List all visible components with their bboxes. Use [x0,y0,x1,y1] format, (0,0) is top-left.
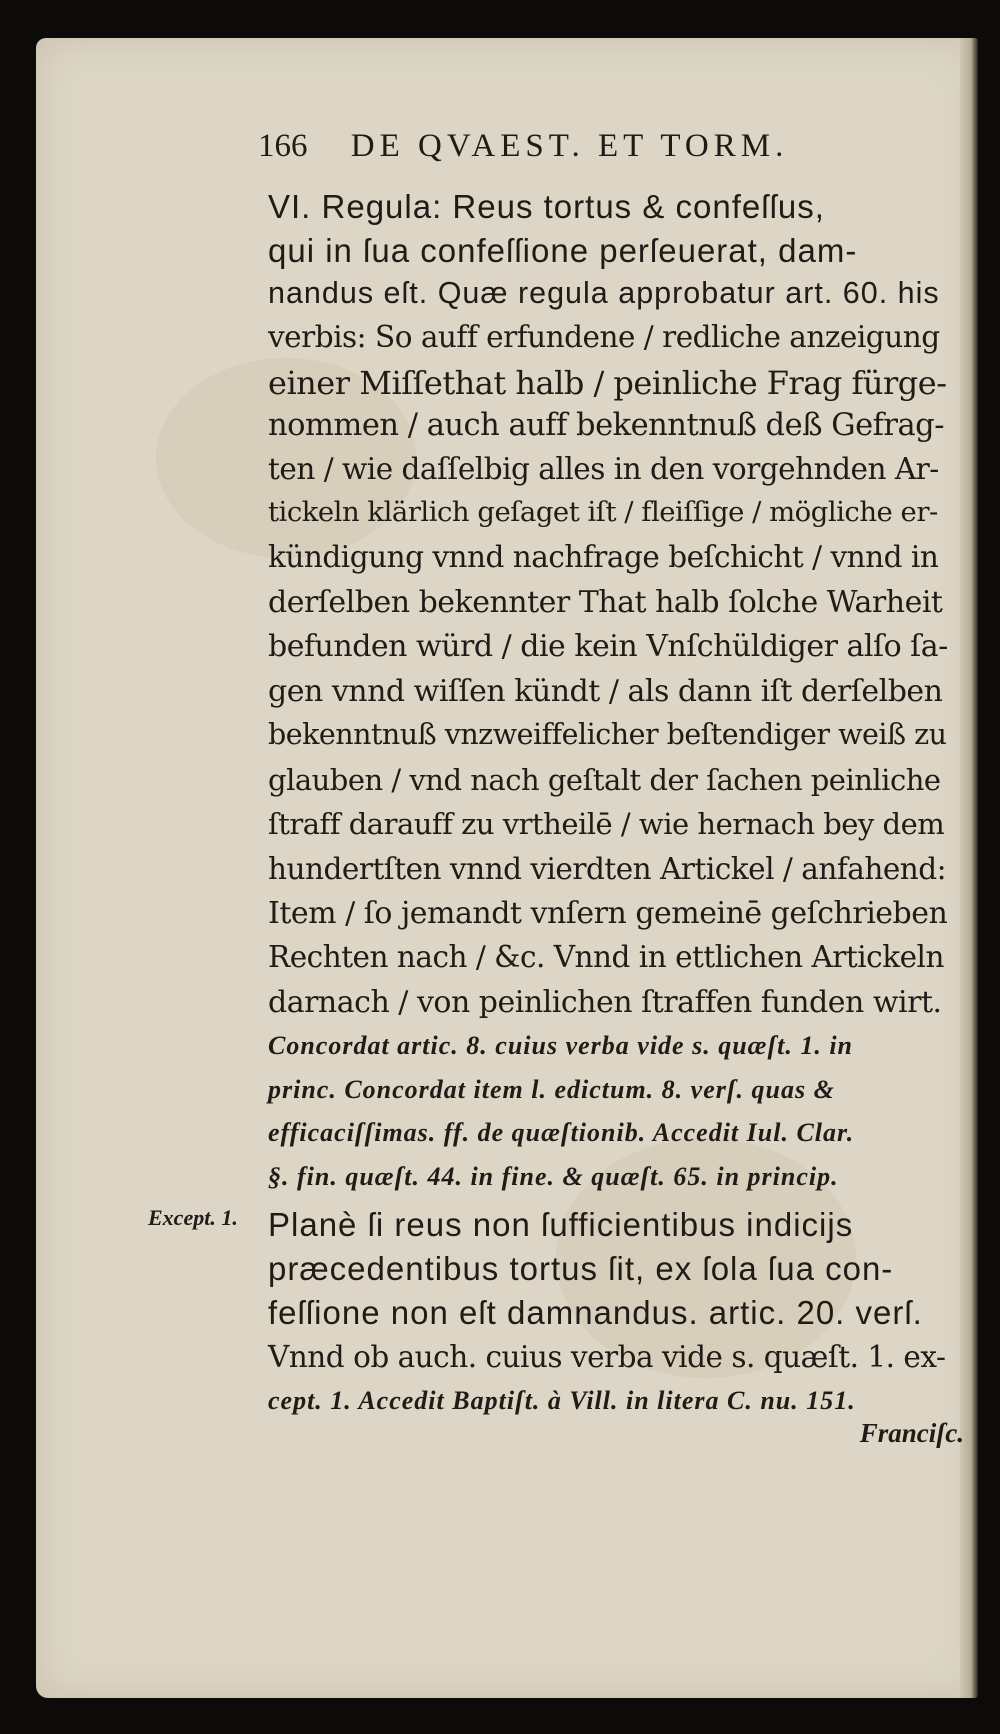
text-line: verbis: So auff erfundene / redliche anzeigung [268,320,940,354]
text-line: Rechten nach / &c. Vnnd in ettlichen Artickeln [268,940,944,974]
text-line: hundertſten vnnd vierdten Artickel / anfahend: [268,852,947,886]
text-line: ten / wie daſſelbig alles in den vorgehnden Ar- [268,452,939,486]
text-line: tickeln klärlich geſaget iſt / fleiſſige / mögliche er- [268,496,938,528]
text-line: bekenntnuß vnzweiffelicher beſtendiger weiß zu [268,718,947,751]
text-line: nommen / auch auff bekenntnuß deß Gefrag- [268,408,944,443]
text-line: qui in ſua confeſſione perſeuerat, dam- [268,232,858,269]
running-title: DE QVAEST. ET TORM. [350,128,789,164]
text-line: befunden würd / die kein Vnſchüldiger alſo ſa- [268,629,948,664]
text-line: Concordat artic. 8. cuius verba vide s. quæſt. 1. in [268,1031,854,1060]
catchword: Franciſc. [859,1418,964,1448]
marginal-note: Except. 1. [148,1205,238,1230]
running-head [258,128,958,168]
text-line: ſtraff darauff zu vrtheilē / wie hernach bey dem [268,807,945,841]
text-line: præcedentibus tortus ſit, ex ſola ſua con- [268,1250,894,1287]
text-line: Planè ſi reus non ſufficientibus indicijs [268,1206,854,1243]
text-line: feſſione non eſt damnandus. artic. 20. verſ. [268,1294,923,1331]
text-line: einer Miſſethat halb / peinliche Frag fürge- [268,364,947,402]
text-line: Vnnd ob auch. cuius verba vide s. quæſt. 1. ex- [268,1340,946,1374]
page-number: 166 [258,128,308,164]
text-line: efficaciſſimas. ff. de quæſtionib. Accedit Iul. Clar. [268,1118,855,1147]
text-line: kündigung vnnd nachfrage beſchicht / vnnd in [268,540,939,574]
text-line: §. fin. quæſt. 44. in fine. & quæſt. 65. in princip. [268,1162,839,1191]
page-edge [960,38,978,1698]
text-line: princ. Concordat item l. edictum. 8. verſ. quas & [268,1075,835,1104]
text-line: derſelben bekennter That halb ſolche Warheit [268,585,943,620]
text-line: VI. Regula: Reus tortus & confeſſus, [268,188,825,225]
text-line: nandus eſt. Quæ regula approbatur art. 60. his [268,276,940,310]
text-line: glauben / vnd nach geſtalt der ſachen peinliche [268,763,941,797]
text-line: gen vnnd wiſſen kündt / als dann iſt derſelben [268,674,943,709]
text-line: cept. 1. Accedit Baptiſt. à Vill. in litera C. nu. 151. [268,1386,856,1415]
text-line: Item / ſo jemandt vnſern gemeinē geſchrieben [268,896,948,931]
text-line: darnach / von peinlichen ſtraffen funden wirt. [268,985,942,1020]
